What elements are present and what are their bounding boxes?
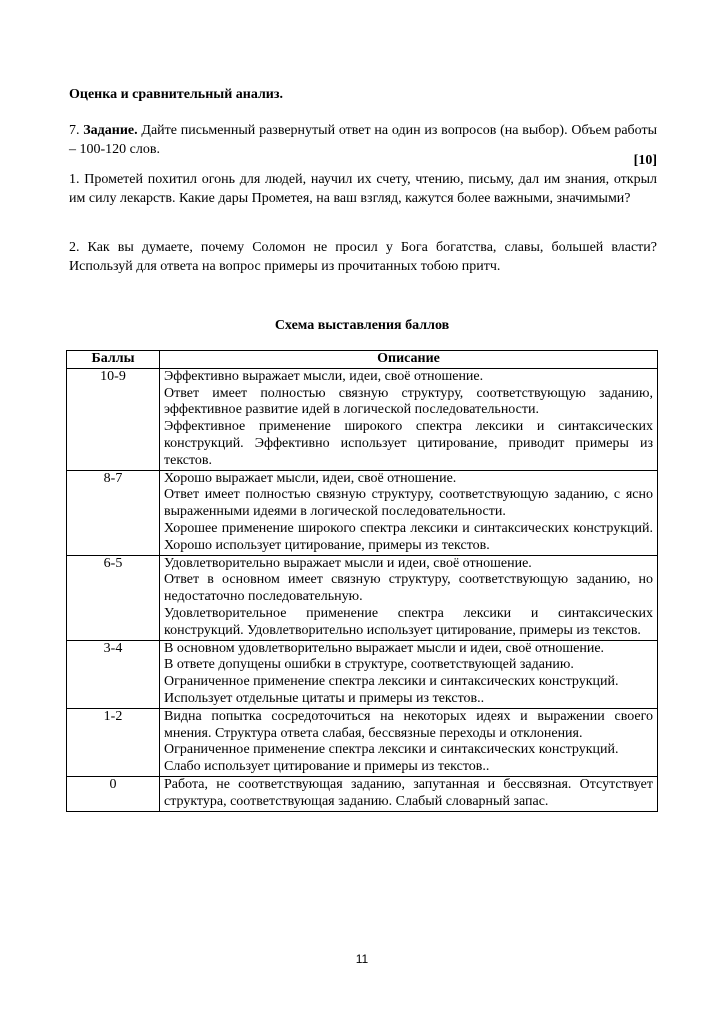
score-cell: 0 [67,776,160,811]
score-cell: 10-9 [67,368,160,470]
question-2: 2. Как вы думаете, почему Соломон не просил у Бога богатства, славы, большей власти? Используй для ответа на вопрос примеры из прочитанных тобою притч. [69,240,657,274]
description-line: В основном удовлетворительно выражает мысли и идеи, своё отношение. [164,640,605,656]
table-row [67,555,658,640]
rubric-table [66,350,658,812]
description-cell [160,368,658,470]
description-line: Ответ в основном имеет связную структуру, соответствующую заданию, но недостаточно последовательную. [164,572,653,605]
description-line: Видна попытка сосредоточиться на некоторых идеях и выражении своего мнения. Структура ответа слабая, бессвязные переходы и отклонения. [164,708,653,741]
description-cell [160,555,658,640]
task-text: Дайте письменный развернутый ответ на один из вопросов (на выбор). Объем работы – 100-120 слов. [69,123,658,157]
description-line: Использует отдельные цитаты и примеры из текстов.. [164,690,485,706]
question-1: 1. Прометей похитил огонь для людей, научил их счету, чтению, письму, дал им знания, открыл им силу лекарств. Какие дары Прометея, на ваш взгляд, кажутся более важными, значимыми? [69,172,657,206]
table-row [67,708,658,776]
description-cell [160,640,658,708]
task-paragraph [69,121,657,159]
table-row [67,776,658,811]
score-cell: 8-7 [67,470,160,555]
description-line: Слабо использует цитирование и примеры из текстов.. [164,759,490,775]
score-cell: 3-4 [67,640,160,708]
description-line: Ограниченное применение спектра лексики и синтаксических конструкций. [164,742,619,758]
score-cell: 6-5 [67,555,160,640]
section-heading: Оценка и сравнительный анализ. [69,87,283,102]
header-score: Баллы [67,351,160,369]
task-number: 7. [69,123,80,138]
header-description: Описание [160,351,658,369]
table-row [67,368,658,470]
description-line: Удовлетворительное применение спектра лексики и синтаксических конструкций. Удовлетворительно использует цитирование, примеры из текстов. [164,605,653,638]
description-line: Хорошее применение широкого спектра лексики и синтаксических конструкций. Хорошо использует цитирование, примеры из текстов. [164,520,653,553]
description-line: Работа, не соответствующая заданию, запутанная и бессвязная. Отсутствует структура, соответствующая заданию. Слабый словарный запас. [164,776,653,809]
description-cell [160,470,658,555]
description-line: Ограниченное применение спектра лексики и синтаксических конструкций. [164,674,619,690]
description-line: Хорошо выражает мысли, идеи, своё отношение. [164,470,457,486]
rubric-header-row [67,351,658,369]
description-line: Эффективно выражает мысли, идеи, своё отношение. [164,368,484,384]
description-line: Ответ имеет полностью связную структуру, соответствующую заданию, с ясно выраженными идеями в логической последовательности. [164,487,653,520]
task-label: Задание. [83,123,138,138]
description-cell [160,708,658,776]
table-row [67,470,658,555]
rubric-title: Схема выставления баллов [274,318,450,333]
description-line: Эффективное применение широкого спектра лексики и синтаксических конструкций. Эффективно использует цитирование, приводит примеры из текстов. [164,419,653,468]
description-line: Ответ имеет полностью связную структуру, соответствующую заданию, эффективное развитие идей в логической последовательности. [164,385,653,418]
table-row [67,640,658,708]
page-number: 11 [355,952,369,966]
description-line: Удовлетворительно выражает мысли и идеи, своё отношение. [164,555,532,571]
task-points: [10] [633,153,657,168]
description-cell [160,776,658,811]
description-line: В ответе допущены ошибки в структуре, соответствующей заданию. [164,657,574,673]
score-cell: 1-2 [67,708,160,776]
